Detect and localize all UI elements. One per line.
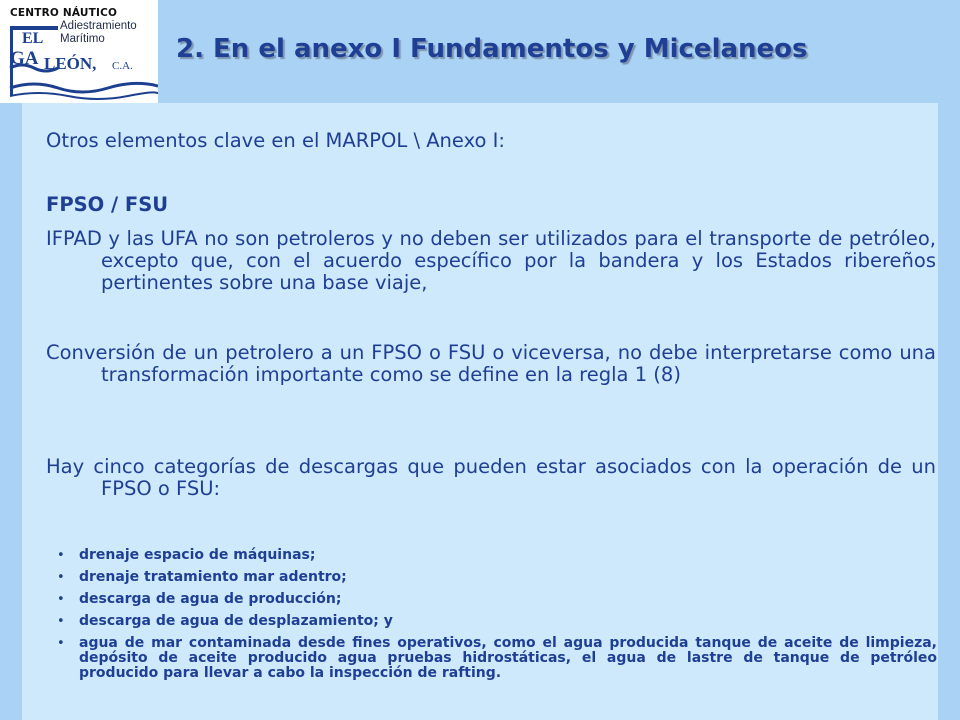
list-item-text: descarga de agua de desplazamiento; y (79, 613, 393, 629)
logo-brand: CENTRO NÁUTICO (10, 7, 118, 19)
logo-ga: GA (10, 48, 39, 69)
logo-el: EL (22, 30, 44, 47)
bullet-icon: • (57, 548, 65, 563)
right-band (938, 0, 960, 720)
list-item (57, 636, 937, 681)
bullet-icon: • (57, 636, 65, 651)
list-item-text: drenaje espacio de máquinas; (79, 547, 316, 563)
list-item (57, 592, 937, 607)
list-item (57, 614, 937, 629)
logo-leon: LEÓN, (44, 54, 97, 73)
list-item (57, 548, 937, 563)
slide-title: 2. En el anexo I Fundamentos y Micelaneos (176, 34, 808, 64)
bullet-icon: • (57, 614, 65, 629)
list-item (57, 570, 937, 585)
logo-line-2: Marítimo (60, 33, 105, 45)
list-item-text: drenaje tratamiento mar adentro; (79, 569, 347, 585)
paragraph-1: IFPAD y las UFA no son petroleros y no deben ser utilizados para el transporte de petróleo, excepto que, con el acuerdo específico por la bandera y los Estados ribereños pertinentes sobre una base viaje, (46, 227, 936, 294)
bullet-icon: • (57, 570, 65, 585)
list-item-text: descarga de agua de producción; (79, 591, 342, 607)
logo-ca: C.A. (112, 60, 133, 72)
company-logo (0, 0, 158, 103)
paragraph-2: Conversión de un petrolero a un FPSO o FSU o viceversa, no debe interpretarse como una transformación importante como se define en la regla 1 (8) (46, 341, 936, 386)
paragraph-3: Hay cinco categorías de descargas que pueden estar asociados con la operación de un FPSO o FSU: (46, 455, 936, 500)
logo-line-1: Adiestramiento (60, 20, 137, 32)
section-subtitle: FPSO / FSU (46, 193, 169, 216)
left-band (0, 0, 22, 720)
discharge-list (57, 548, 937, 681)
bullet-icon: • (57, 592, 65, 607)
intro-text: Otros elementos clave en el MARPOL \ Anexo I: (46, 129, 505, 152)
list-item-text: agua de mar contaminada desde fines operativos, como el agua producida tanque de aceite de limpieza, depósito de aceite producido agua pruebas hidrostáticas, el agua de lastre de tanque de petróleo producido para llevar a cabo la inspección de rafting. (79, 635, 937, 681)
